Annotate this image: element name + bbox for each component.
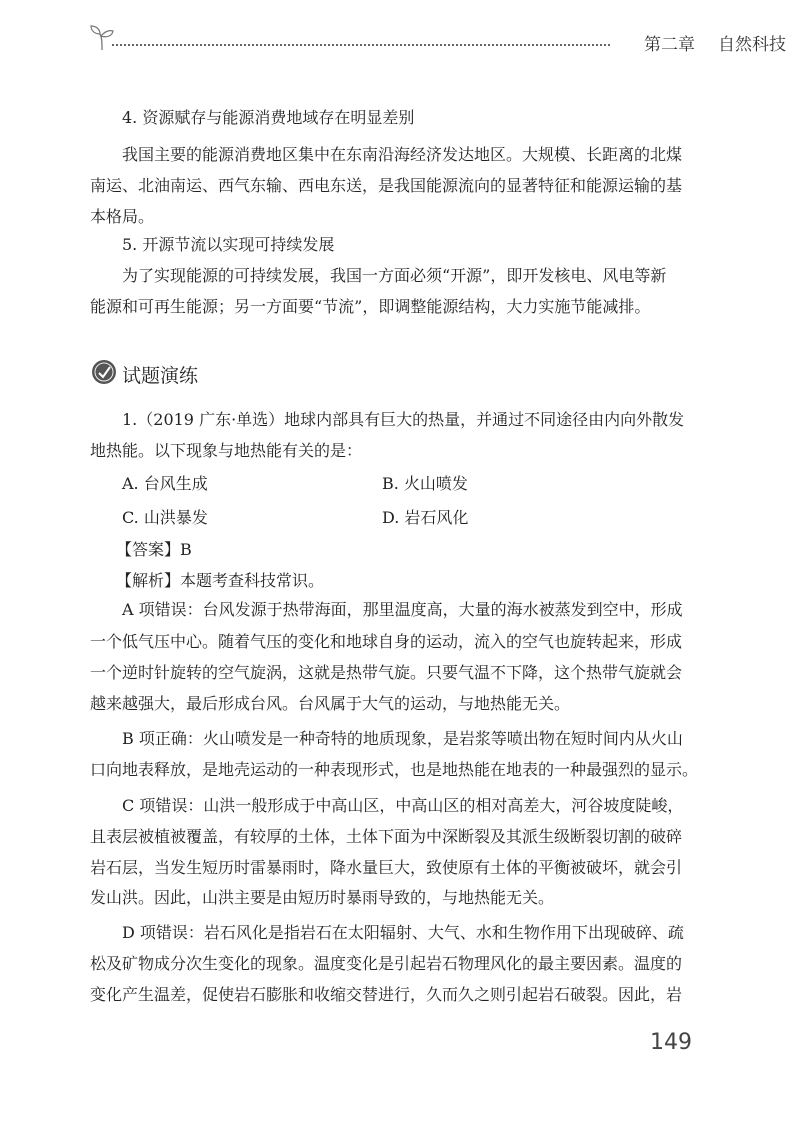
answer-value: B: [180, 540, 192, 559]
explanation-a-line-2: 一个低气压中心。随着气压的变化和地球自身的运动，流入的空气也旋转起来，形成: [90, 632, 683, 651]
explanation-d-line-1: D 项错误：岩石风化是指岩石在太阳辐射、大气、水和生物作用下出现破碎、疏: [122, 923, 684, 942]
analysis-intro: 本题考查科技常识。: [180, 571, 325, 590]
section-4-heading: 4. 资源赋存与能源消费地域存在明显差别: [122, 108, 415, 127]
explanation-a-line-1: A 项错误：台风发源于热带海面，那里温度高，大量的海水被蒸发到空中，形成: [122, 600, 683, 619]
explanation-a-line-4: 越来越强大，最后形成台风。台风属于大气的运动，与地热能无关。: [90, 694, 571, 713]
practice-title: 试题演练: [122, 365, 199, 387]
explanation-a-line-3: 一个逆时针旋转的空气旋涡，这就是热带气旋。只要气温不下降，这个热带气旋就会: [90, 663, 683, 682]
option-a: A. 台风生成: [122, 474, 208, 493]
explanation-c-line-2: 且表层被植被覆盖，有较厚的土体，土体下面为中深断裂及其派生级断裂切割的破碎: [90, 827, 683, 846]
analysis-label: 【解析】: [116, 571, 181, 590]
explanation-c-line-4: 发山洪。因此，山洪主要是由短历时暴雨导致的，与地热能无关。: [90, 888, 555, 907]
section-4-line-1: 我国主要的能源消费地区集中在东南沿海经济发达地区。大规模、长距离的北煤: [122, 145, 683, 164]
answer-label: 【答案】: [116, 540, 181, 559]
option-d: D. 岩石风化: [382, 508, 469, 527]
explanation-b-line-1: B 项正确：火山喷发是一种奇特的地质现象，是岩浆等喷出物在短时间内从火山: [122, 729, 683, 748]
header-title: 自然科技: [718, 35, 786, 55]
section-4-line-3: 本格局。: [90, 207, 155, 226]
question-line-2: 地热能。以下现象与地热能有关的是：: [90, 441, 363, 460]
option-b: B. 火山喷发: [382, 474, 468, 493]
section-5-line-1: 为了实现能源的可持续发展，我国一方面必须“开源”，即开发核电、风电等新: [122, 266, 667, 285]
sprout-icon: [88, 22, 116, 52]
explanation-c-line-1: C 项错误：山洪一般形成于中高山区，中高山区的相对高差大，河谷坡度陡峻，: [122, 796, 684, 815]
section-5-line-2: 能源和可再生能源；另一方面要“节流”，即调整能源结构，大力实施节能减排。: [90, 297, 651, 316]
section-4-line-2: 南运、北油南运、西气东输、西电东送，是我国能源流向的显著特征和能源运输的基: [90, 176, 683, 195]
question-line-1: 1.（2019 广东·单选）地球内部具有巨大的热量，并通过不同途径由内向外散发: [122, 410, 685, 429]
badge-icon: [90, 358, 118, 386]
explanation-d-line-2: 松及矿物成分次生变化的现象。温度变化是引起岩石物理风化的最主要因素。温度的: [90, 954, 683, 973]
analysis-line: [116, 571, 736, 591]
header-divider: [112, 44, 610, 46]
explanation-d-line-3: 变化产生温差，促使岩石膨胀和收缩交替进行，久而久之则引起岩石破裂。因此，岩: [90, 985, 683, 1004]
header-chapter: 第二章: [644, 35, 695, 55]
option-c: C. 山洪暴发: [122, 508, 208, 527]
explanation-b-line-2: 口向地表释放，是地壳运动的一种表现形式，也是地热能在地表的一种最强烈的显示。: [90, 760, 699, 779]
answer-line: [116, 540, 736, 560]
section-5-heading: 5. 开源节流以实现可持续发展: [122, 235, 335, 254]
page-number: 149: [650, 1030, 692, 1055]
running-header: [88, 22, 786, 58]
explanation-c-line-3: 岩石层，当发生短历时雷暴雨时，降水量巨大，致使原有土体的平衡被破坏，就会引: [90, 858, 683, 877]
